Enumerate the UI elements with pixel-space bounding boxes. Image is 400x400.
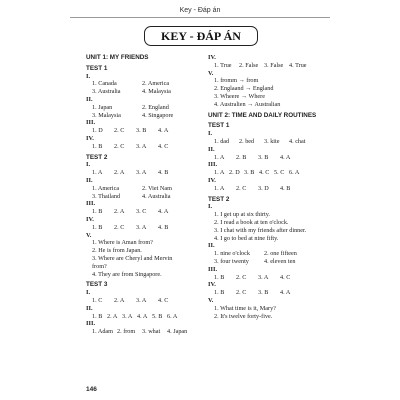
answer-row bbox=[86, 297, 198, 305]
exercise-number: V. bbox=[208, 69, 214, 77]
exercise-number: IV. bbox=[208, 176, 216, 184]
answer-item: 3. B bbox=[258, 153, 269, 161]
answer-item: from? bbox=[92, 262, 107, 270]
answer-row bbox=[208, 85, 320, 93]
answer-row bbox=[208, 274, 320, 282]
answer-item: 3. D bbox=[258, 184, 269, 192]
answer-item: 3. B bbox=[258, 289, 269, 297]
exercise-number: I. bbox=[208, 203, 213, 211]
answer-item: 4. Japan bbox=[167, 328, 188, 336]
answer-item: 3. False bbox=[264, 61, 284, 69]
answer-row bbox=[86, 239, 198, 247]
answer-row bbox=[208, 62, 320, 70]
answer-item: 2. from bbox=[117, 328, 136, 336]
answer-item: 4. C bbox=[158, 142, 169, 150]
answer-item: 3. A bbox=[136, 296, 147, 304]
exercise-number: II. bbox=[208, 242, 215, 250]
answer-item: 1. I get up at six thirty. bbox=[214, 211, 270, 219]
answer-item: 2. bed bbox=[239, 137, 255, 145]
answer-item: 1. B bbox=[92, 208, 103, 216]
answer-item: 2. I read a book at ten o'clock. bbox=[214, 218, 289, 226]
answer-item: 3. A bbox=[136, 142, 147, 150]
exercise-number: I. bbox=[86, 161, 91, 169]
answer-item: 3. B bbox=[244, 169, 255, 177]
answer-row bbox=[208, 305, 320, 313]
unit-heading: UNIT 1: MY FRIENDS bbox=[86, 54, 149, 61]
answer-row bbox=[86, 247, 198, 255]
answer-row bbox=[208, 219, 320, 227]
answer-item: 4. eleven ten bbox=[264, 257, 296, 265]
answer-item: 3. A bbox=[136, 169, 147, 177]
answer-item: 2. C bbox=[236, 273, 247, 281]
exercise-number: IV. bbox=[86, 134, 94, 142]
answer-item: 4. They are from Singapore. bbox=[92, 270, 162, 278]
answer-row bbox=[86, 193, 198, 201]
answer-item: 1. True bbox=[214, 61, 232, 69]
answer-item: 1. B bbox=[92, 142, 103, 150]
answer-item: 3. Where are Cheryl and Mervin bbox=[92, 254, 173, 262]
answer-row bbox=[208, 77, 320, 85]
answer-row bbox=[86, 328, 198, 336]
answer-item: 1. B bbox=[214, 273, 225, 281]
answer-item: 1. A bbox=[214, 184, 225, 192]
answer-item: 2. one fifteen bbox=[264, 250, 297, 258]
answer-row bbox=[208, 93, 320, 101]
answer-item: 2. C bbox=[114, 127, 125, 135]
answer-row bbox=[208, 235, 320, 243]
answer-item: 3. four twenty bbox=[214, 257, 249, 265]
answer-row bbox=[86, 255, 198, 263]
answer-item: 4. True bbox=[289, 61, 307, 69]
answer-item: 2. It's twelve forty-five. bbox=[214, 312, 273, 320]
answer-item: 3. C bbox=[136, 208, 147, 216]
answer-item: 2. Viet Nam bbox=[142, 184, 172, 192]
answer-row bbox=[208, 313, 320, 321]
answer-item: 5. C bbox=[274, 169, 285, 177]
answer-item: 2. C bbox=[114, 223, 125, 231]
answer-row bbox=[86, 169, 198, 177]
answer-item: 4. A bbox=[280, 289, 291, 297]
answer-row bbox=[86, 313, 198, 321]
answer-item: 2. C bbox=[236, 289, 247, 297]
answer-item: 3. A bbox=[136, 223, 147, 231]
answer-item: 6. A bbox=[289, 169, 300, 177]
answer-item: 1. B bbox=[92, 312, 103, 320]
answer-item: 2. England bbox=[142, 103, 169, 111]
exercise-number: V. bbox=[208, 296, 214, 304]
answer-item: 4. Australia bbox=[142, 192, 171, 200]
answer-item: 4. B bbox=[158, 169, 169, 177]
answer-row bbox=[86, 80, 198, 88]
answer-item: 1. Canada bbox=[92, 80, 117, 88]
answer-item: 1. D bbox=[92, 127, 103, 135]
answer-row bbox=[86, 88, 198, 96]
left-column bbox=[86, 54, 198, 336]
answer-item: 3. Wheere → Where bbox=[214, 92, 265, 100]
test-heading: TEST 1 bbox=[208, 122, 230, 130]
answer-item: 4. Malaysia bbox=[142, 88, 171, 96]
exercise-number: III. bbox=[86, 200, 96, 208]
exercise-number: III. bbox=[86, 119, 96, 127]
answer-item: 3. Malaysia bbox=[92, 111, 121, 119]
running-head: Key - Đáp án bbox=[179, 7, 221, 14]
answer-item: 6. A bbox=[167, 312, 178, 320]
answer-row bbox=[208, 101, 320, 109]
answer-row bbox=[208, 227, 320, 235]
exercise-number: IV. bbox=[208, 54, 216, 61]
answer-item: 1. A bbox=[214, 153, 225, 161]
answer-item: 1. dad bbox=[214, 137, 230, 145]
exercise-number: III. bbox=[86, 320, 96, 328]
answer-item: 2. False bbox=[239, 61, 259, 69]
answer-item: 4. C bbox=[259, 169, 270, 177]
answer-item: 4. Singapore bbox=[142, 111, 174, 119]
answer-item: 2. America bbox=[142, 80, 170, 88]
answer-item: 3. Australia bbox=[92, 88, 121, 96]
answer-row bbox=[208, 169, 320, 177]
answer-row bbox=[208, 138, 320, 146]
answer-item: 1. A bbox=[92, 169, 103, 177]
right-column bbox=[208, 54, 320, 320]
answer-item: 1. What time is it, Mary? bbox=[214, 304, 276, 312]
answer-item: 1. B bbox=[92, 223, 103, 231]
answer-item: 4. A bbox=[158, 208, 169, 216]
answer-item: 4. C bbox=[280, 273, 291, 281]
exercise-number: II. bbox=[86, 176, 93, 184]
answer-item: 1. B bbox=[214, 289, 225, 297]
exercise-number: II. bbox=[86, 95, 93, 103]
answer-row bbox=[208, 185, 320, 193]
answer-item: 2. B bbox=[236, 153, 247, 161]
answer-row bbox=[208, 258, 320, 266]
answer-row bbox=[86, 271, 198, 279]
answer-row bbox=[86, 208, 198, 216]
exercise-number: III. bbox=[208, 265, 218, 273]
answer-item: 4. A bbox=[137, 312, 148, 320]
answer-item: 1. America bbox=[92, 184, 120, 192]
answer-item: 4. I go to bed at nine fifty. bbox=[214, 234, 279, 242]
exercise-number: IV. bbox=[86, 215, 94, 223]
answer-item: 1. Adam bbox=[92, 328, 113, 336]
answer-item: 2. D bbox=[229, 169, 240, 177]
answer-item: 1. A bbox=[214, 169, 225, 177]
answer-item: 1. Where is Aman from? bbox=[92, 239, 153, 247]
answer-row bbox=[208, 289, 320, 297]
answer-row bbox=[86, 127, 198, 135]
answer-row bbox=[86, 224, 198, 232]
exercise-number: I. bbox=[86, 289, 91, 297]
answer-item: 4. A bbox=[280, 153, 291, 161]
answer-item: 3. what bbox=[142, 328, 161, 336]
exercise-number: I. bbox=[86, 72, 91, 80]
answer-item: 4. chat bbox=[289, 137, 306, 145]
answer-item: 2. A bbox=[114, 169, 125, 177]
exercise-number: II. bbox=[86, 304, 93, 312]
answer-row bbox=[208, 154, 320, 162]
test-heading: TEST 3 bbox=[86, 281, 108, 289]
answer-item: 1. C bbox=[92, 296, 103, 304]
answer-item: 4. C bbox=[158, 296, 169, 304]
answer-item: 2. He is from Japan. bbox=[92, 247, 142, 255]
answer-item: 2. A bbox=[114, 208, 125, 216]
answer-row bbox=[86, 104, 198, 112]
answer-item: 2. C bbox=[114, 142, 125, 150]
exercise-number: V. bbox=[86, 231, 92, 239]
answer-item: 4. B bbox=[280, 184, 291, 192]
answer-row bbox=[86, 185, 198, 193]
answer-item: 1. fromm → from bbox=[214, 77, 259, 85]
answer-item: 1. nine o'clock bbox=[214, 250, 250, 258]
answer-item: 1. Japan bbox=[92, 103, 113, 111]
answer-item: 3. A bbox=[258, 273, 269, 281]
answer-row bbox=[208, 211, 320, 219]
test-heading: TEST 1 bbox=[86, 64, 108, 72]
answer-item: 3. Thailand bbox=[92, 192, 121, 200]
answer-row bbox=[86, 112, 198, 120]
answer-item: 4. Australien → Australian bbox=[214, 100, 281, 108]
exercise-number: II. bbox=[208, 145, 215, 153]
answer-item: 3. B bbox=[136, 127, 147, 135]
answer-item: 4. B bbox=[158, 223, 169, 231]
answer-item: 4. A bbox=[158, 127, 169, 135]
answer-item: 2. Englaand → England bbox=[214, 85, 274, 93]
answer-item: 2. C bbox=[236, 184, 247, 192]
exercise-number: IV. bbox=[208, 281, 216, 289]
answer-item: 2. A bbox=[107, 312, 118, 320]
exercise-number: I. bbox=[208, 130, 213, 138]
answer-item: 3. I chat with my friends after dinner. bbox=[214, 226, 307, 234]
exercise-number: III. bbox=[208, 161, 218, 169]
unit-heading: UNIT 2: TIME AND DAILY ROUTINES bbox=[208, 111, 317, 119]
page-number: 146 bbox=[86, 386, 97, 393]
answer-item: 3. A bbox=[122, 312, 133, 320]
answer-row bbox=[86, 263, 198, 271]
test-heading: TEST 2 bbox=[86, 153, 108, 161]
header-rule bbox=[70, 17, 330, 18]
answer-row bbox=[208, 250, 320, 258]
answer-item: 3. kite bbox=[264, 137, 280, 145]
answer-row bbox=[86, 143, 198, 151]
page-title: KEY - ĐÁP ÁN bbox=[144, 26, 258, 46]
answer-item: 2. A bbox=[114, 296, 125, 304]
test-heading: TEST 2 bbox=[208, 195, 230, 203]
answer-item: 5. B bbox=[152, 312, 163, 320]
